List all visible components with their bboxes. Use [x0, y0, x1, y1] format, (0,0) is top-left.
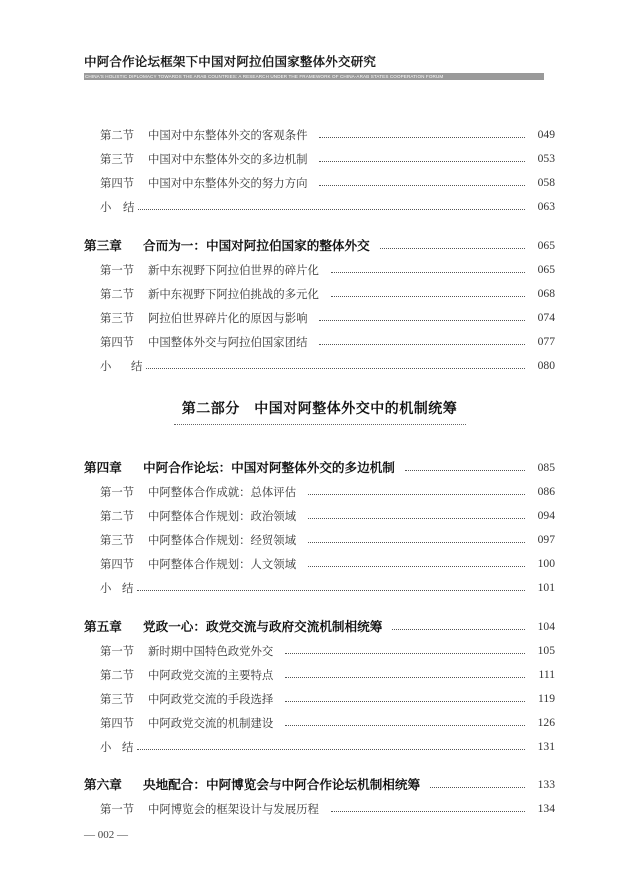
section-number: 第一节 — [100, 644, 135, 658]
section-title: 中国对中东整体外交的多边机制 — [148, 152, 308, 166]
toc-section-entry — [0, 800, 639, 818]
dot-leader — [331, 272, 525, 273]
chapter-number: 第五章 — [84, 619, 122, 634]
chapter-number: 第三章 — [84, 238, 122, 253]
toc-section-entry — [0, 507, 639, 525]
toc-summary-entry — [0, 198, 639, 216]
toc-section-entry — [0, 531, 639, 549]
page-ref: 111 — [538, 668, 555, 681]
page-ref: 065 — [537, 239, 555, 252]
section-title: 中阿整体合作规划：政治领域 — [148, 509, 297, 523]
toc-summary-entry — [0, 357, 639, 375]
page-ref: 058 — [537, 176, 555, 189]
page-ref: 080 — [537, 359, 555, 372]
dot-leader — [138, 209, 525, 210]
section-number: 第二节 — [100, 128, 135, 142]
page-ref: 101 — [537, 581, 555, 594]
summary-label-char-2: 结 — [123, 200, 135, 214]
section-number: 第一节 — [100, 485, 135, 499]
chapter-title: 合而为一：中国对阿拉伯国家的整体外交 — [143, 238, 370, 253]
page-ref: 105 — [537, 644, 555, 657]
section-number: 第四节 — [100, 716, 135, 730]
page-ref: 065 — [537, 263, 555, 276]
section-title: 中阿政党交流的机制建设 — [148, 716, 274, 730]
dot-leader — [430, 787, 525, 788]
dot-leader — [380, 248, 525, 249]
part-heading-dotted-rule — [174, 424, 466, 425]
section-number: 第三节 — [100, 152, 135, 166]
toc-summary-entry — [0, 579, 639, 597]
section-title: 中阿整体合作成就：总体评估 — [148, 485, 297, 499]
toc-section-entry — [0, 714, 639, 732]
summary-label-char-1: 小 — [100, 740, 112, 754]
summary-label-char-1: 小 — [100, 200, 112, 214]
section-number: 第二节 — [100, 668, 135, 682]
dot-leader — [137, 749, 525, 750]
section-title: 中国对中东整体外交的客观条件 — [148, 128, 308, 142]
section-number: 第三节 — [100, 533, 135, 547]
page-ref: 100 — [537, 557, 555, 570]
section-number: 第四节 — [100, 176, 135, 190]
section-number: 第三节 — [100, 311, 135, 325]
summary-label-char-1: 小 — [100, 359, 112, 373]
dot-leader — [319, 185, 525, 186]
summary-label-char-2: 结 — [122, 740, 134, 754]
toc-section-entry — [0, 261, 639, 279]
page-ref: 077 — [537, 335, 555, 348]
toc-section-entry — [0, 333, 639, 351]
chapter-title: 党政一心：政党交流与政府交流机制相统筹 — [143, 619, 383, 634]
toc-section-entry — [0, 309, 639, 327]
part-heading: 第二部分 中国对阿整体外交中的机制统筹 — [181, 401, 458, 417]
section-title: 中阿博览会的框架设计与发展历程 — [148, 802, 319, 816]
toc-chapter-entry — [0, 618, 639, 636]
dot-leader — [319, 161, 525, 162]
summary-label-char-1: 小 — [100, 581, 112, 595]
chapter-number: 第六章 — [84, 777, 122, 792]
dot-leader — [319, 320, 525, 321]
toc-summary-entry — [0, 738, 639, 756]
chapter-title: 中阿合作论坛：中国对阿整体外交的多边机制 — [143, 460, 395, 475]
page-ref: 126 — [537, 716, 555, 729]
toc-section-entry — [0, 555, 639, 573]
section-title: 新中东视野下阿拉伯世界的碎片化 — [148, 263, 319, 277]
toc-chapter-entry — [0, 776, 639, 794]
toc-section-entry — [0, 483, 639, 501]
page-ref: 074 — [537, 311, 555, 324]
section-number: 第一节 — [100, 263, 135, 277]
toc-section-entry — [0, 642, 639, 660]
dot-leader — [285, 677, 525, 678]
toc-section-entry — [0, 126, 639, 144]
dot-leader — [319, 137, 525, 138]
page-ref: 097 — [537, 533, 555, 546]
dot-leader — [285, 653, 525, 654]
summary-label-char-2: 结 — [122, 581, 134, 595]
page-ref: 053 — [537, 152, 555, 165]
dot-leader — [308, 518, 525, 519]
dot-leader — [146, 368, 525, 369]
dot-leader — [285, 725, 525, 726]
toc-section-entry — [0, 690, 639, 708]
toc-chapter-entry — [0, 459, 639, 477]
section-title: 中国对中东整体外交的努力方向 — [148, 176, 308, 190]
page-ref: 104 — [537, 620, 555, 633]
page-ref: 085 — [537, 461, 555, 474]
chapter-title: 央地配合：中阿博览会与中阿合作论坛机制相统筹 — [143, 777, 421, 792]
section-number: 第二节 — [100, 509, 135, 523]
section-number: 第四节 — [100, 557, 135, 571]
section-title: 中阿政党交流的主要特点 — [148, 668, 274, 682]
toc-section-entry — [0, 174, 639, 192]
dot-leader — [285, 701, 525, 702]
dot-leader — [137, 590, 525, 591]
dot-leader — [319, 344, 525, 345]
toc-section-entry — [0, 150, 639, 168]
dot-leader — [331, 296, 525, 297]
toc-section-entry — [0, 285, 639, 303]
dot-leader — [392, 629, 525, 630]
page-ref: 133 — [537, 778, 555, 791]
section-title: 阿拉伯世界碎片化的原因与影响 — [148, 311, 308, 325]
dot-leader — [308, 494, 525, 495]
dot-leader — [308, 566, 525, 567]
page-ref: 134 — [537, 802, 555, 815]
book-subtitle-band: CHINA'S HOLISTIC DIPLOMACY TOWARDS THE ARAB COUNTRIES: A RESEARCH UNDER THE FRAMEWORK OF CHINA-ARAB STATES COOPERATION FORUM — [84, 73, 544, 80]
section-number: 第一节 — [100, 802, 135, 816]
page-ref: 094 — [537, 509, 555, 522]
section-title: 中阿政党交流的手段选择 — [148, 692, 274, 706]
section-title: 中阿整体合作规划：人文领域 — [148, 557, 297, 571]
section-title: 新时期中国特色政党外交 — [148, 644, 274, 658]
chapter-number: 第四章 — [84, 460, 122, 475]
section-number: 第四节 — [100, 335, 135, 349]
toc-section-entry — [0, 666, 639, 684]
page-ref: 131 — [537, 740, 555, 753]
page-ref: 119 — [538, 692, 555, 705]
page-ref: 086 — [537, 485, 555, 498]
toc-chapter-entry — [0, 237, 639, 255]
book-title: 中阿合作论坛框架下中国对阿拉伯国家整体外交研究 — [84, 54, 377, 69]
summary-label-char-2: 结 — [131, 359, 143, 373]
dot-leader — [308, 542, 525, 543]
section-number: 第三节 — [100, 692, 135, 706]
dot-leader — [405, 470, 525, 471]
section-title: 中阿整体合作规划：经贸领域 — [148, 533, 297, 547]
section-title: 新中东视野下阿拉伯挑战的多元化 — [148, 287, 319, 301]
page-ref: 063 — [537, 200, 555, 213]
dot-leader — [331, 811, 525, 812]
running-header — [84, 52, 544, 80]
section-title: 中国整体外交与阿拉伯国家团结 — [148, 335, 308, 349]
page-ref: 068 — [537, 287, 555, 300]
section-number: 第二节 — [100, 287, 135, 301]
page-ref: 049 — [537, 128, 555, 141]
page-number: — 002 — — [84, 829, 128, 841]
